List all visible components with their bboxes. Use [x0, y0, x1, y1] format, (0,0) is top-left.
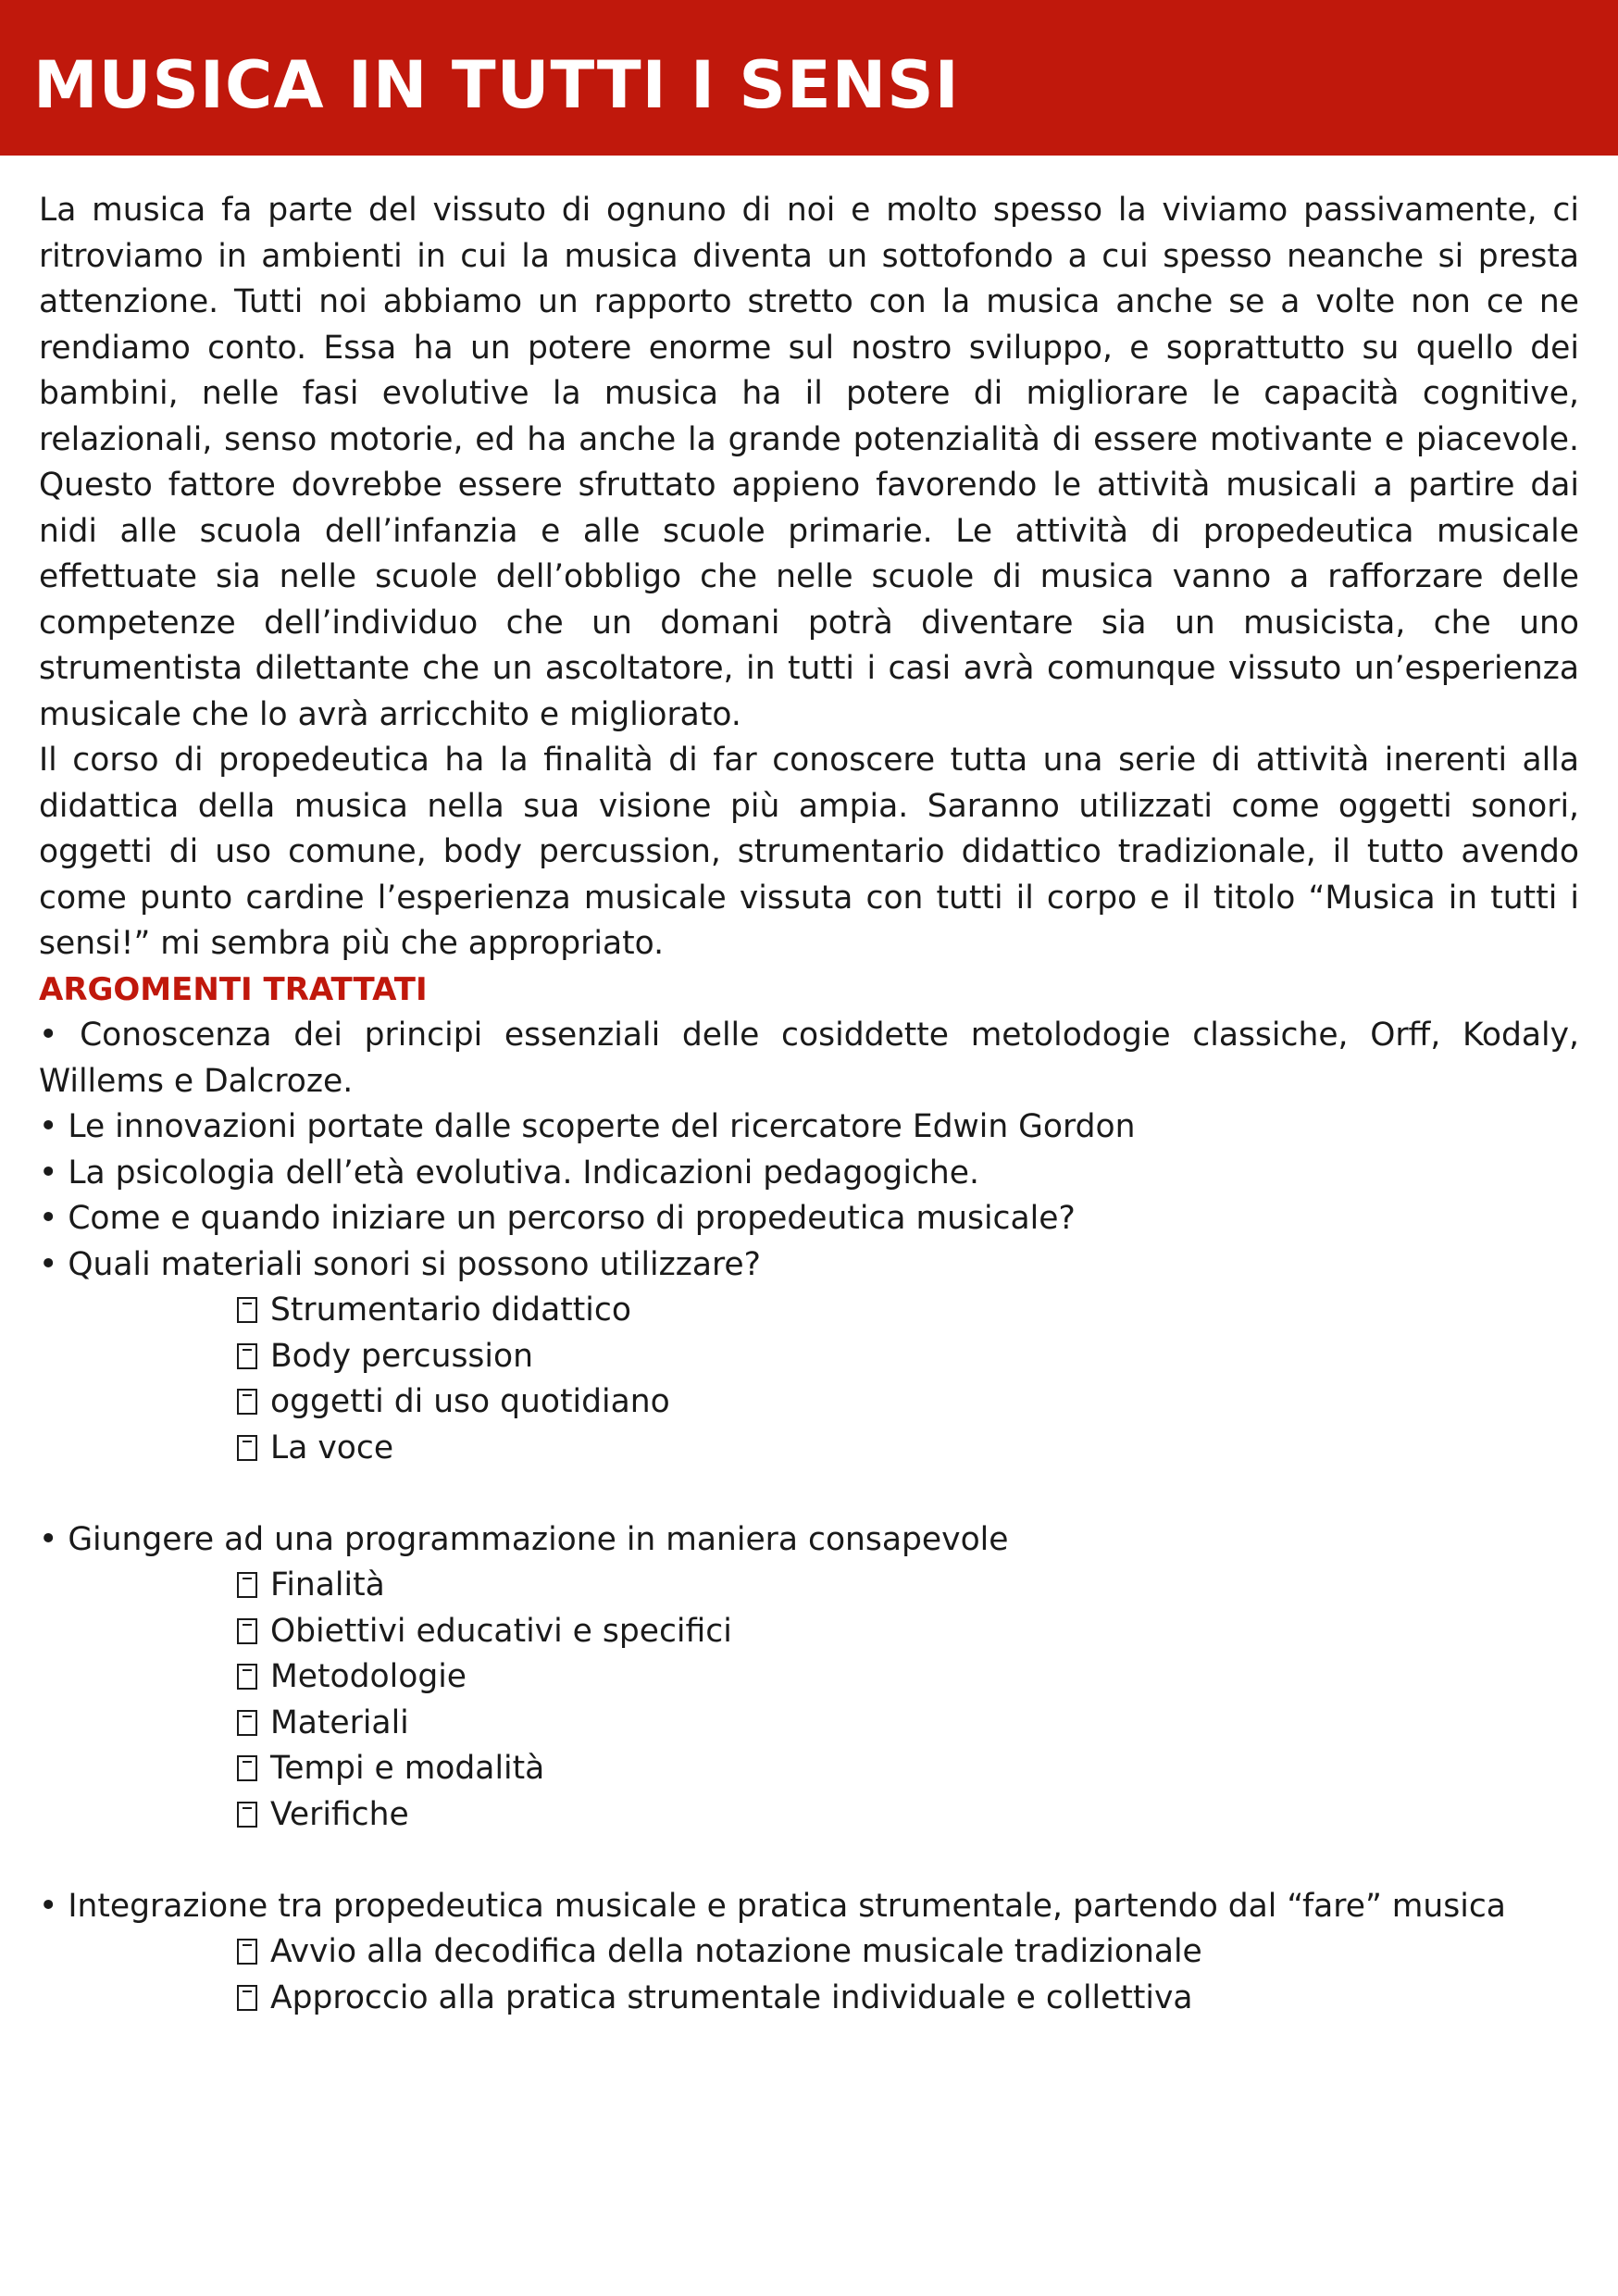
- list-item: [39, 1151, 1579, 1197]
- sub-list-item: [39, 1792, 1579, 1839]
- missing-glyph-icon: [237, 1664, 257, 1690]
- missing-glyph-icon: [237, 1343, 257, 1369]
- missing-glyph-icon: [237, 1572, 257, 1598]
- bullet-symbol: •: [39, 1154, 58, 1192]
- list-item: [39, 1517, 1579, 1564]
- missing-glyph-icon: [237, 1985, 257, 2011]
- missing-glyph-icon: [237, 1297, 257, 1323]
- course-paragraph: Il corso di propedeutica ha la finalità di far conoscere tutta una serie di attività inerenti alla didattica della musica nella sua visione più ampia. Saranno utilizzati come oggetti sonori, oggetti di uso comune, body percussion, strumentario didattico tradizionale, il tutto avendo come punto cardine l’esperienza musicale vissuta con tutti il corpo e il titolo “Musica in tutti i sensi!” mi sembra più che appropriato.: [39, 742, 1579, 962]
- sub-item-text: Approccio alla pratica strumentale individuale e collettiva: [270, 1978, 1193, 2016]
- sub-item-text: oggetti di uso quotidiano: [270, 1383, 670, 1420]
- bullet-text: Integrazione tra propedeutica musicale e pratica strumentale, partendo dal “fare” musica: [68, 1887, 1506, 1925]
- bullet-text: Come e quando iniziare un percorso di propedeutica musicale?: [68, 1200, 1076, 1237]
- list-item: [39, 1104, 1579, 1151]
- sub-list-item: [39, 1701, 1579, 1747]
- sub-list-item: [39, 1288, 1579, 1334]
- sub-item-text: Body percussion: [270, 1337, 533, 1375]
- sub-list-item: [39, 1426, 1579, 1472]
- header-band: [0, 0, 1618, 156]
- missing-glyph-icon: [237, 1802, 257, 1828]
- sub-list-item: [39, 1609, 1579, 1655]
- bullet-symbol: •: [39, 1200, 58, 1237]
- bullet-text: Quali materiali sonori si possono utilizzare?: [68, 1245, 761, 1283]
- section-heading: ARGOMENTI TRATTATI: [39, 970, 428, 1008]
- list-item: [39, 1242, 1579, 1289]
- sub-item-text: Materiali: [270, 1703, 409, 1741]
- bullet-symbol: •: [39, 1887, 58, 1925]
- sub-item-text: Tempi e modalità: [270, 1750, 545, 1787]
- blank-line: [39, 1838, 1579, 1884]
- bullet-text: La psicologia dell’età evolutiva. Indicazioni pedagogiche.: [68, 1154, 979, 1192]
- missing-glyph-icon: [237, 1755, 257, 1781]
- bullet-symbol: •: [39, 1245, 58, 1283]
- materials-list: [39, 1288, 1579, 1471]
- sub-item-text: Obiettivi educativi e specifici: [270, 1612, 732, 1650]
- missing-glyph-icon: [237, 1435, 257, 1461]
- sub-list-item: [39, 1334, 1579, 1380]
- list-item: [39, 1013, 1579, 1104]
- sub-item-text: Verifiche: [270, 1795, 409, 1833]
- list-item: [39, 1884, 1579, 1930]
- sub-list-item: [39, 1654, 1579, 1701]
- list-item: [39, 1196, 1579, 1242]
- programming-list: [39, 1563, 1579, 1838]
- bullet-symbol: •: [39, 1108, 58, 1145]
- missing-glyph-icon: [237, 1939, 257, 1965]
- document-body: [39, 188, 1579, 2021]
- bullet-symbol: •: [39, 1520, 58, 1558]
- missing-glyph-icon: [237, 1710, 257, 1736]
- sub-list-item: [39, 1379, 1579, 1426]
- sub-list-item: [39, 1746, 1579, 1792]
- sub-item-text: La voce: [270, 1429, 394, 1466]
- missing-glyph-icon: [237, 1389, 257, 1415]
- missing-glyph-icon: [237, 1618, 257, 1644]
- integration-list: [39, 1929, 1579, 2021]
- sub-item-text: Strumentario didattico: [270, 1292, 631, 1329]
- sub-item-text: Metodologie: [270, 1658, 467, 1695]
- bullet-text: Giungere ad una programmazione in maniera consapevole: [68, 1520, 1009, 1558]
- sub-item-text: Avvio alla decodifica della notazione musicale tradizionale: [270, 1933, 1202, 1970]
- blank-line: [39, 1471, 1579, 1517]
- bullet-text: Le innovazioni portate dalle scoperte del ricercatore Edwin Gordon: [68, 1108, 1136, 1145]
- sub-list-item: [39, 1929, 1579, 1976]
- intro-paragraph: La musica fa parte del vissuto di ognuno di noi e molto spesso la viviamo passivamente, ci ritroviamo in ambienti in cui la musica diventa un sottofondo a cui spesso neanche si presta attenzione. Tutti noi abbiamo un rapporto stretto con la musica anche se a volte non ce ne rendiamo conto. Essa ha un potere enorme sul nostro sviluppo, e soprattutto su quello dei bambini, nelle fasi evolutive la musica ha il potere di migliorare le capacità cognitive, relazionali, senso motorie, ed ha anche la grande potenzialità di essere motivante e piacevole. Questo fattore dovrebbe essere sfruttato appieno favorendo le attività musicali a partire dai nidi alle scuola dell’infanzia e alle scuole primarie. Le attività di propedeutica musicale effettuate sia nelle scuole dell’obbligo che nelle scuole di musica vanno a rafforzare delle competenze dell’individuo che un domani potrà diventare sia un musicista, che uno strumentista dilettante che un ascoltatore, in tutti i casi avrà comunque vissuto un’esperienza musicale che lo avrà arricchito e migliorato.: [39, 192, 1579, 733]
- bullet-symbol: •: [39, 1017, 58, 1054]
- page-title: MUSICA IN TUTTI I SENSI: [33, 47, 960, 123]
- bullet-text: Conoscenza dei principi essenziali delle cosiddette metolodogie classiche, Orff, Kodaly, Willems e Dalcroze.: [39, 1017, 1580, 1100]
- sub-list-item: [39, 1563, 1579, 1609]
- sub-item-text: Finalità: [270, 1566, 385, 1603]
- sub-list-item: [39, 1976, 1579, 2022]
